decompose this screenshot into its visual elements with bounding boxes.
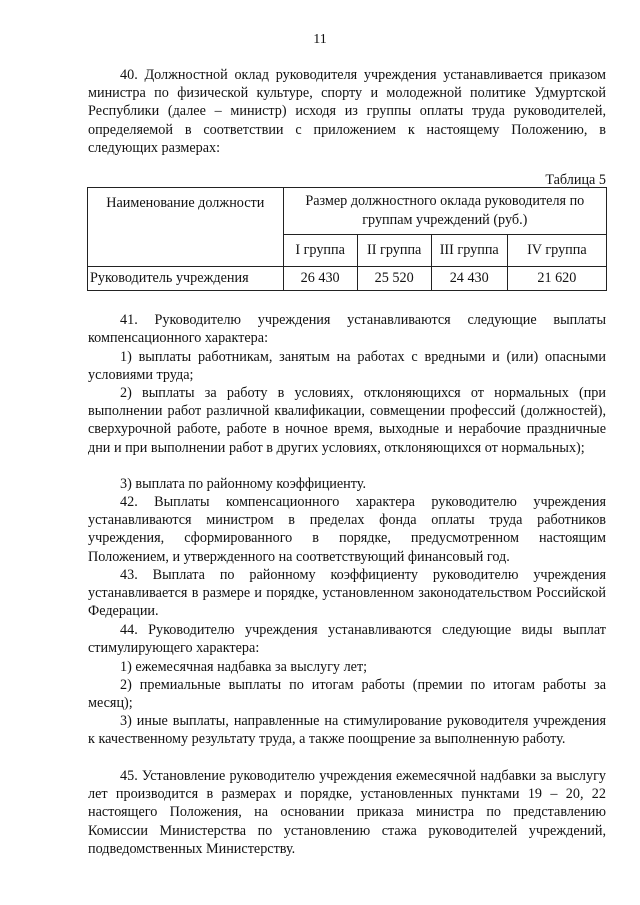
paragraph-44-intro: 44. Руководителю учреждения устанавливаются следующие виды выплат стимулирующего характера: — [88, 622, 606, 657]
table-header-position: Наименование должности — [88, 188, 284, 267]
table-group-4: IV группа — [507, 235, 606, 267]
paragraph-44-item-3: 3) иные выплаты, направленные на стимулирование руководителя учреждения к качественному результату труда, а также поощрение за выполненную работу. — [88, 713, 606, 748]
table-group-1: I группа — [283, 235, 357, 267]
paragraph-41-item-2: 2) выплаты за работу в условиях, отклоняющихся от нормальных (при выполнении работ различной квалификации, совмещении профессий (должностей), сверхурочной работе, работе в ночное время, выходные и нерабочие праздничные дни и при выполнении работ в других условиях, отклоняющихся от нормальных); — [88, 385, 606, 456]
table-group-3: III группа — [431, 235, 507, 267]
paragraph-45: 45. Установление руководителю учреждения ежемесячной надбавки за выслугу лет производится в размерах и порядке, установленных пунктами 19 – 20, 22 настоящего Положения, на основании приказа министра по представлению Комиссии Министерства по установлению стажа руководителей учреждений, подведомственных Министерству. — [88, 768, 606, 857]
table-header-salary: Размер должностного оклада руководителя по группам учреждений (руб.) — [283, 188, 606, 235]
table-group-2: II группа — [357, 235, 431, 267]
table-value-group-4: 21 620 — [507, 267, 606, 291]
page-number: 11 — [313, 32, 327, 47]
paragraph-44-item-2: 2) премиальные выплаты по итогам работы (премии по итогам работы за месяц); — [88, 677, 606, 712]
paragraph-44-item-1: 1) ежемесячная надбавка за выслугу лет; — [120, 659, 368, 675]
paragraph-43: 43. Выплата по районному коэффициенту руководителю учреждения устанавливается в размере и порядке, установленном законодательством Российской Федерации. — [88, 567, 606, 620]
table-caption: Таблица 5 — [545, 172, 606, 188]
paragraph-41-item-1: 1) выплаты работникам, занятым на работах с вредными и (или) опасными условиями труда; — [88, 349, 606, 384]
table-value-group-1: 26 430 — [283, 267, 357, 291]
paragraph-40: 40. Должностной оклад руководителя учреждения устанавливается приказом министра по физической культуре, спорту и молодежной политике Удмуртской Республики (далее – министр) исходя из группы оплаты труда руководителей, определяемой в соответствии с приложением к настоящему Положению, в следующих размерах: — [88, 67, 606, 156]
salary-table — [87, 187, 607, 291]
paragraph-41-item-3: 3) выплата по районному коэффициенту. — [120, 476, 366, 492]
table-row-label: Руководитель учреждения — [88, 267, 284, 291]
paragraph-42: 42. Выплаты компенсационного характера руководителю учреждения устанавливаются министром в пределах фонда оплаты труда работников учреждения, сформированного в порядке, предусмотренном настоящим Положением, и утвержденного на соответствующий финансовый год. — [88, 494, 606, 565]
paragraph-41-intro: 41. Руководителю учреждения устанавливаются следующие выплаты компенсационного характера: — [88, 312, 606, 347]
table-value-group-3: 24 430 — [431, 267, 507, 291]
table-value-group-2: 25 520 — [357, 267, 431, 291]
